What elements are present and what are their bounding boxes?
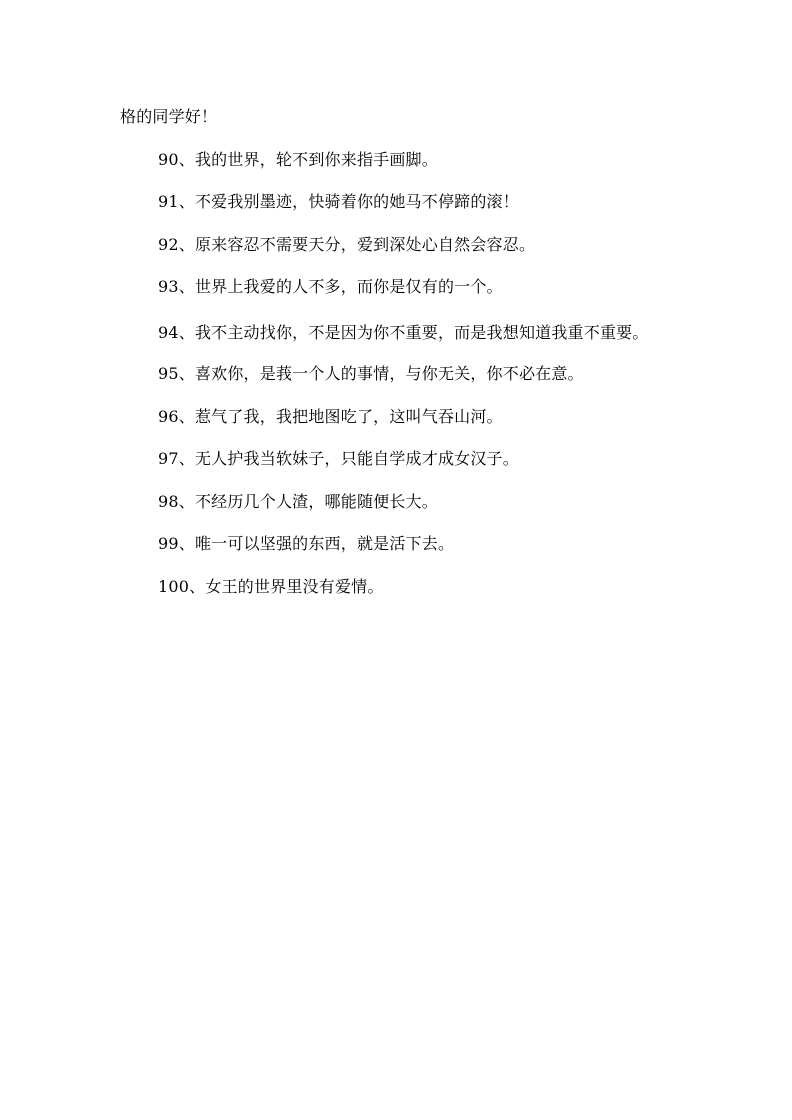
list-item: 99、唯一可以坚强的东西，就是活下去。 [158, 534, 455, 554]
list-item: 98、不经历几个人渣，哪能随便长大。 [158, 491, 438, 511]
list-item: 90、我的世界，轮不到你来指手画脚。 [158, 149, 438, 169]
list-item: 94、我不主动找你，不是因为你不重要，而是我想知道我重不重要。 [158, 322, 649, 342]
list-item: 91、不爱我别墨迹，快骑着你的她马不停蹄的滚！ [158, 192, 519, 212]
list-item: 92、原来容忍不需要天分，爱到深处心自然会容忍。 [158, 234, 536, 254]
continued-paragraph: 格的同学好！ [120, 107, 218, 126]
document-body [120, 104, 680, 617]
list-item: 95、喜欢你，是莪一个人的事情，与你无关，你不必在意。 [158, 363, 584, 383]
list-item: 93、世界上我爱的人不多，而你是仅有的一个。 [158, 277, 503, 297]
list-item: 100、女王的世界里没有爱情。 [158, 576, 384, 596]
list-item: 97、无人护我当软妹子，只能自学成才成女汉子。 [158, 449, 519, 469]
list-item: 96、惹气了我，我把地图吃了，这叫气吞山河。 [158, 406, 503, 426]
